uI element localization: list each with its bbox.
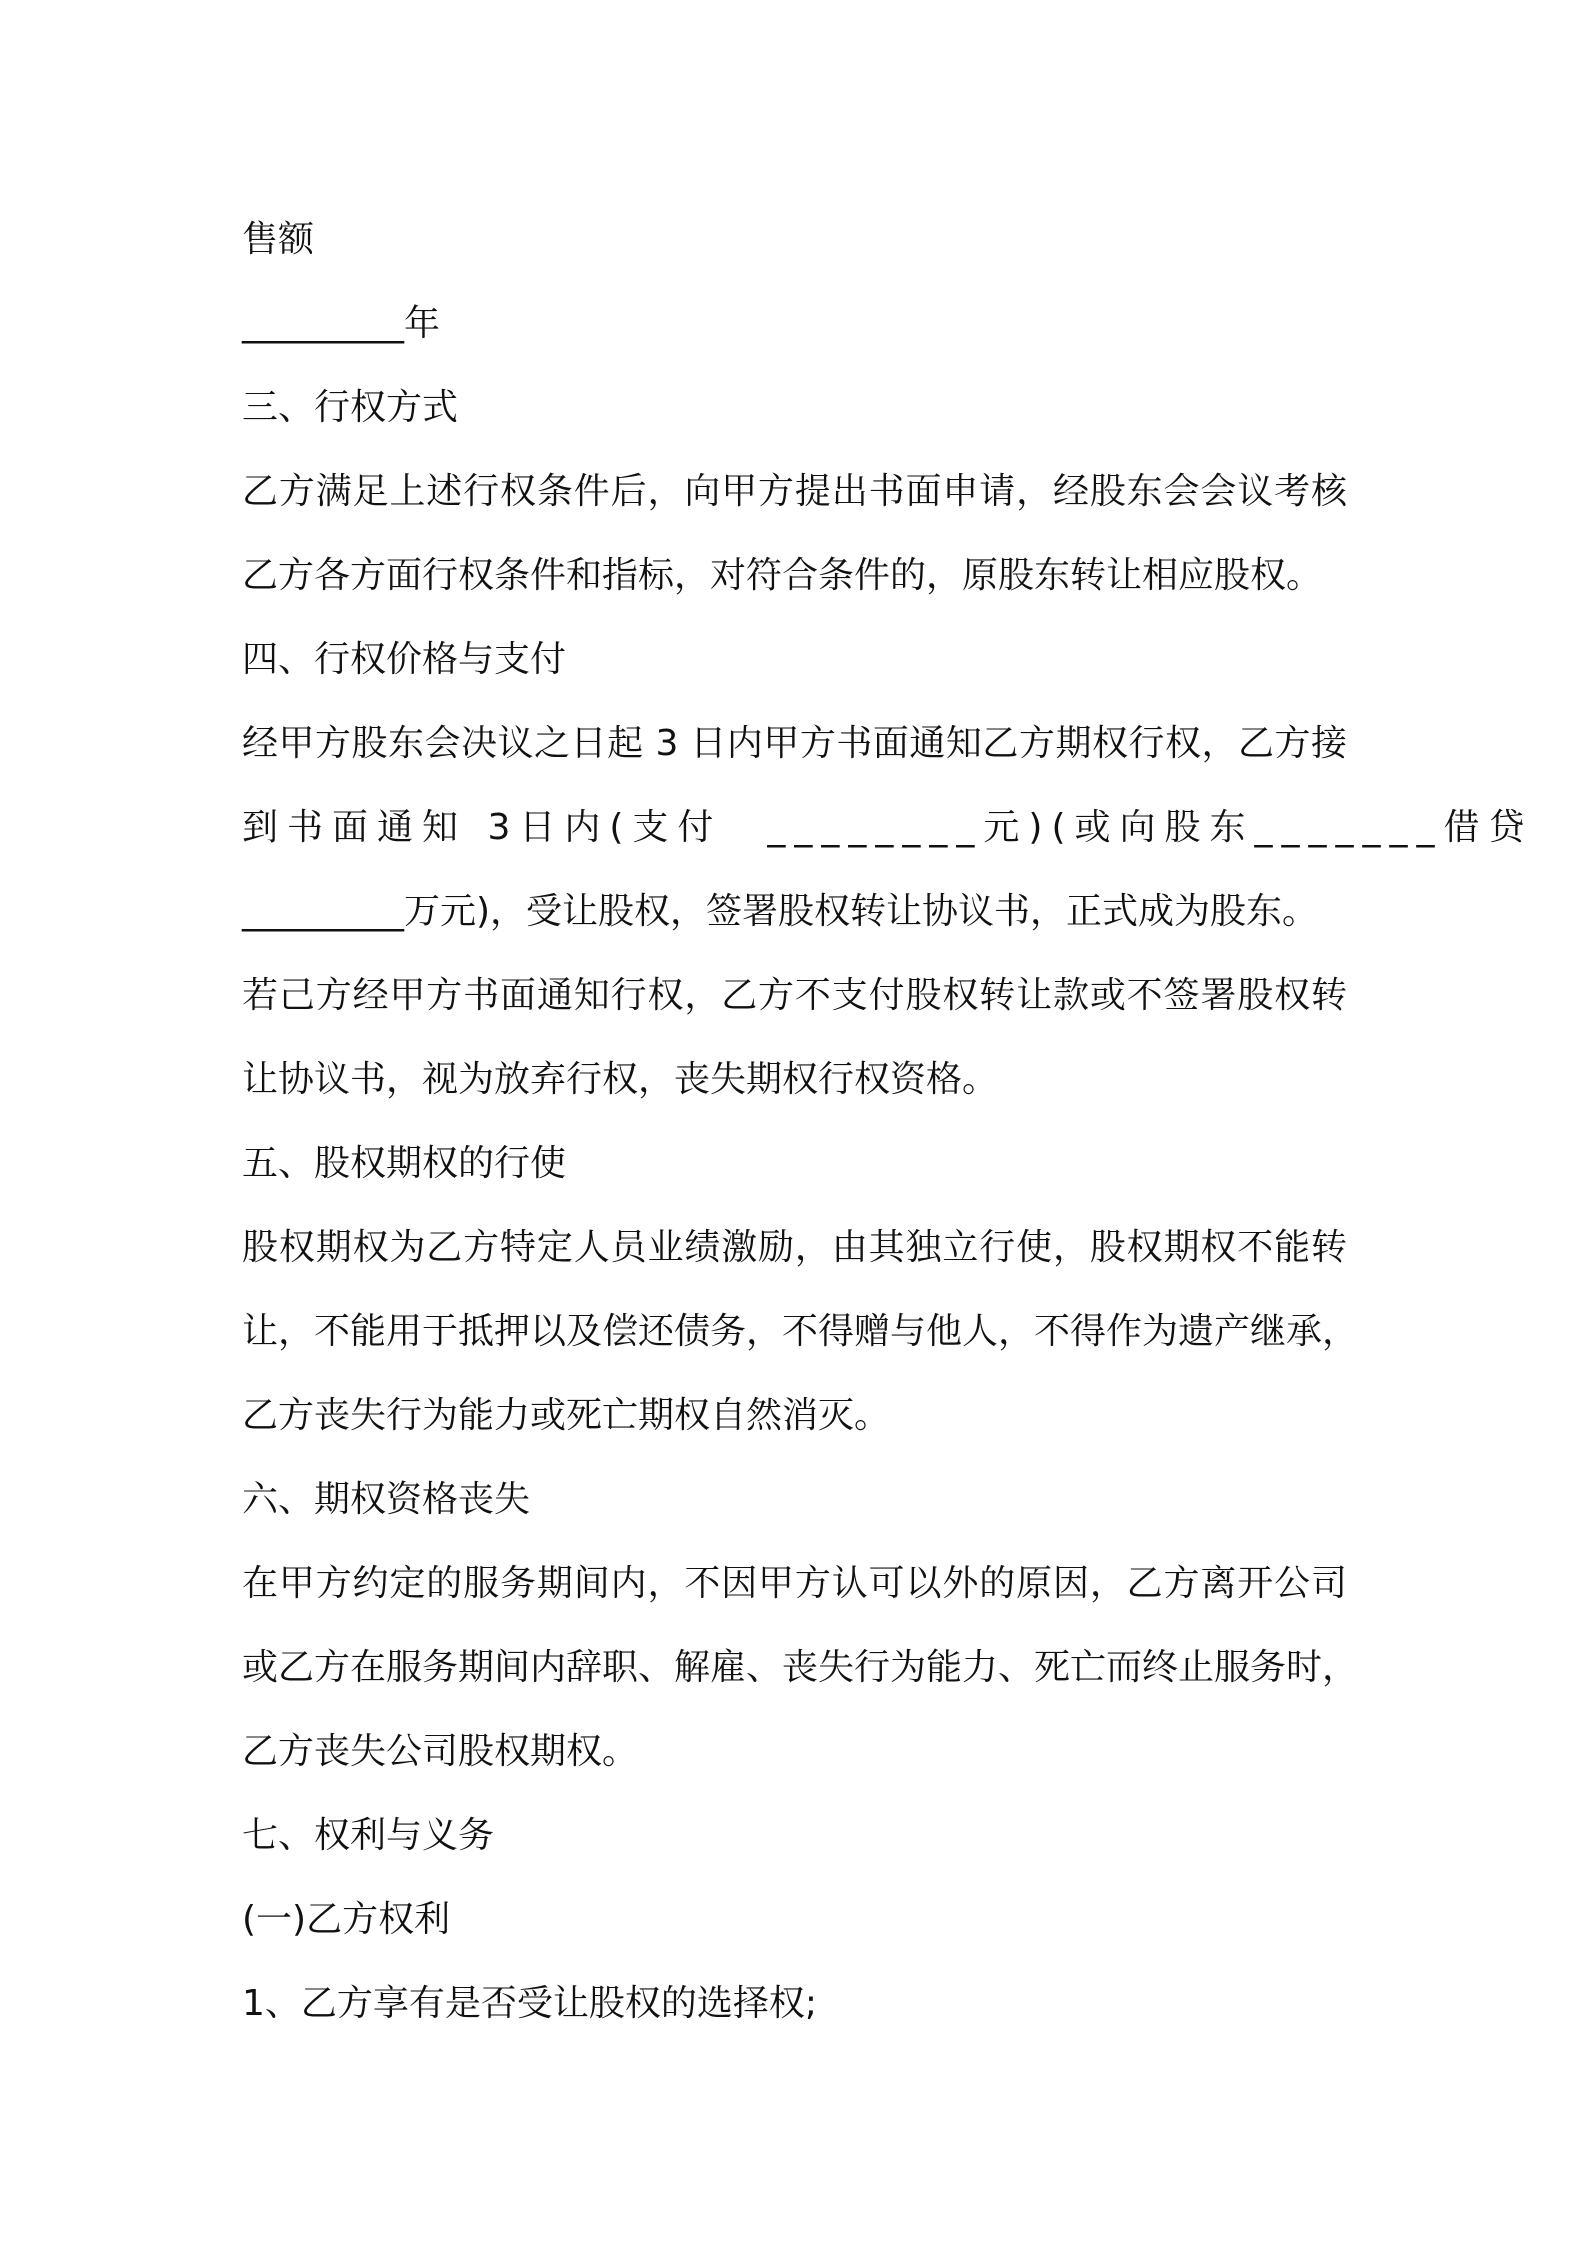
paragraph-line: 乙方各方面行权条件和指标，对符合条件的，原股东转让相应股权。 [242,555,1323,596]
paragraph-line: _________万元)，受让股权，签署股权转让协议书，正式成为股东。 [242,891,1319,932]
year-blank-line: _________年 [242,303,441,344]
paragraph-line: 售额 [242,219,315,260]
section-heading-5: 五、股权期权的行使 [242,1143,567,1184]
paragraph-line: 让协议书，视为放弃行权，丧失期权行权资格。 [242,1059,999,1100]
paragraph-line: 乙方丧失行为能力或死亡期权自然消灭。 [242,1395,891,1436]
section-heading-4: 四、行权价格与支付 [242,639,567,680]
subsection-heading: (一)乙方权利 [242,1899,451,1940]
document-body [242,198,1534,2046]
paragraph-line: 或乙方在服务期间内辞职、解雇、丧失行为能力、死亡而终止服务时， [242,1647,1359,1688]
list-item: 1、乙方享有是否受让股权的选择权; [242,1983,818,2024]
paragraph-line: 乙方丧失公司股权期权。 [242,1731,639,1772]
paragraph-line: 让，不能用于抵押以及偿还债务，不得赠与他人，不得作为遗产继承， [242,1311,1359,1352]
paragraph-line: 经甲方股东会决议之日起 3 日内甲方书面通知乙方期权行权，乙方接 [242,723,1347,764]
paragraph-line: 股权期权为乙方特定人员业绩激励，由其独立行使，股权期权不能转 [242,1227,1347,1268]
paragraph-line: 在甲方约定的服务期间内，不因甲方认可以外的原因，乙方离开公司 [242,1563,1347,1604]
paragraph-line: 到书面通知 3日内(支付 ________元)(或向股东_______借贷 [242,807,1534,848]
section-heading-3: 三、行权方式 [242,387,459,428]
section-heading-7: 七、权利与义务 [242,1815,495,1856]
section-heading-6: 六、期权资格丧失 [242,1479,531,1520]
paragraph-line: 乙方满足上述行权条件后，向甲方提出书面申请，经股东会会议考核 [242,471,1347,512]
paragraph-line: 若己方经甲方书面通知行权，乙方不支付股权转让款或不签署股权转 [242,975,1347,1016]
